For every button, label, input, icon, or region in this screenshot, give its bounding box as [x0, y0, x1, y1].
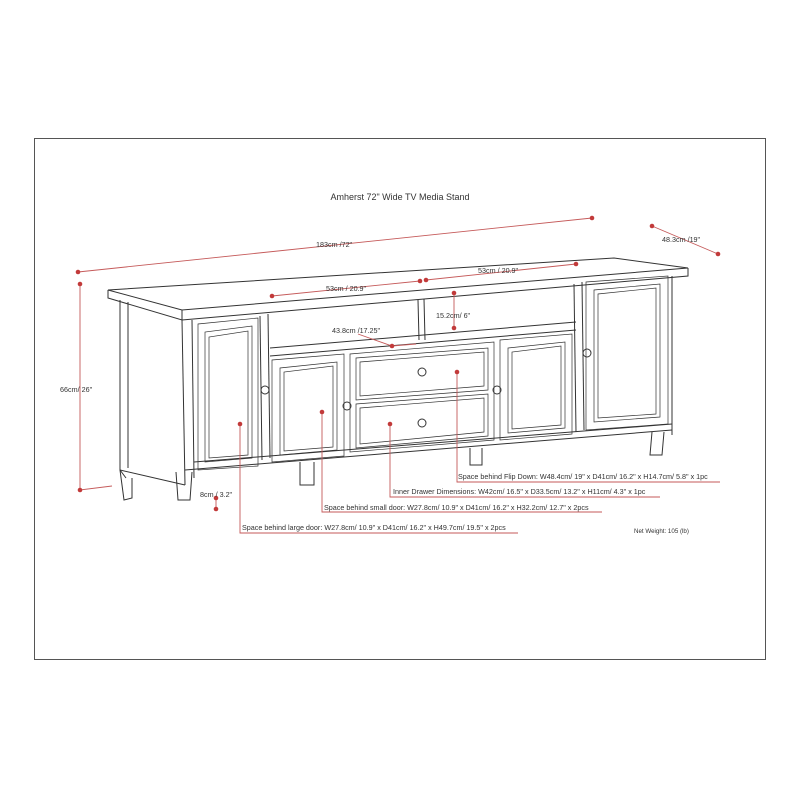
height-label: 66cm/ 26"	[60, 385, 93, 394]
shelf-height-label: 15.2cm/ 6"	[436, 311, 471, 320]
large-door-callout: Space behind large door: W27.8cm/ 10.9" x D41cm/ 16.2" x H49.7cm/ 19.5" x 2pcs	[242, 523, 506, 532]
diagram-title: Amherst 72" Wide TV Media Stand	[330, 192, 470, 202]
net-weight-label: Net Weight: 105 (lb)	[634, 528, 689, 535]
leg-height-label: 8cm / 3.2"	[200, 490, 233, 499]
small-door-callout: Space behind small door: W27.8cm/ 10.9" x D41cm/ 16.2" x H32.2cm/ 12.7" x 2pcs	[324, 503, 589, 512]
tv-stand-outline	[108, 258, 688, 500]
dimension-lines	[76, 216, 721, 533]
flip-down-callout: Space behind Flip Down: W48.4cm/ 19" x D41cm/ 16.2" x H14.7cm/ 5.8" x 1pc	[458, 472, 708, 481]
width-label: 183cm /72"	[316, 240, 353, 249]
center-depth-label: 43.8cm /17.25"	[332, 326, 381, 335]
shelf-right-label: 53cm / 20.9"	[478, 266, 519, 275]
inner-drawer-callout: Inner Drawer Dimensions: W42cm/ 16.5" x D33.5cm/ 13.2" x H11cm/ 4.3" x 1pc	[393, 487, 646, 496]
shelf-left-label: 53cm / 20.9"	[326, 284, 367, 293]
depth-label: 48.3cm /19"	[662, 235, 701, 244]
